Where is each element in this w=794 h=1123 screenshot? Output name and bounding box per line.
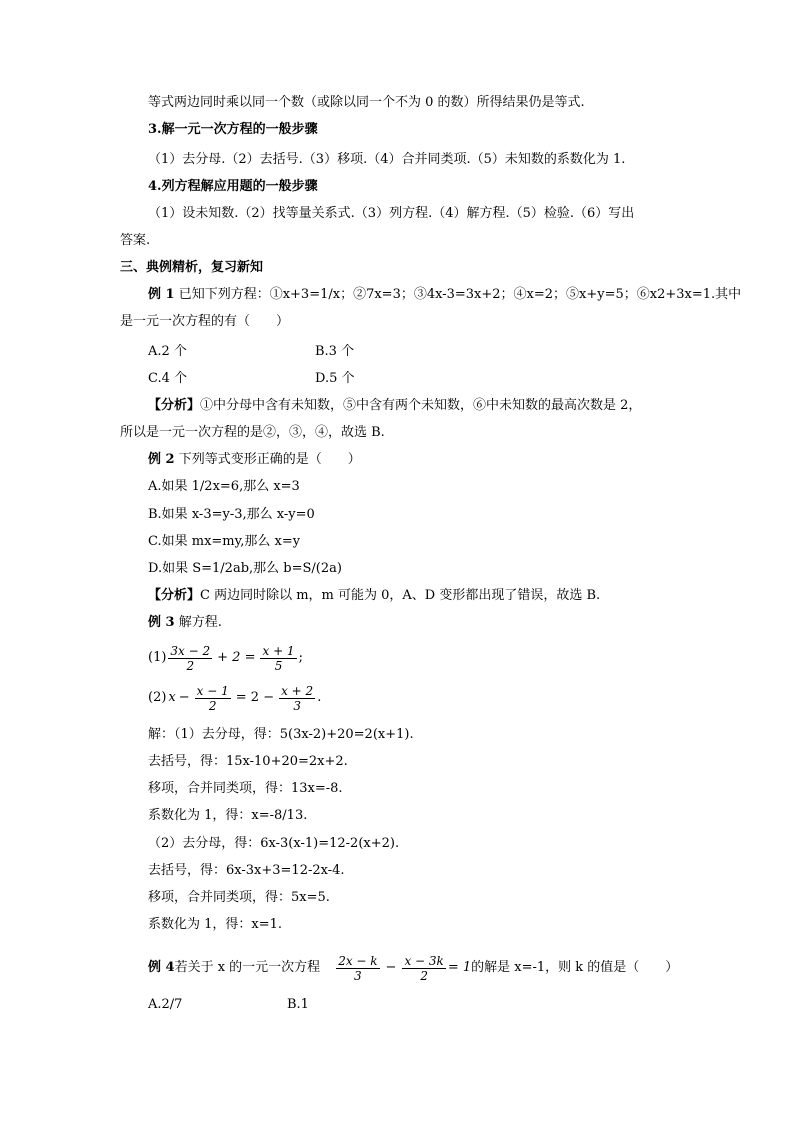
example-1-analysis-cont: 所以是一元一次方程的是②，③，④，故选 B. bbox=[120, 425, 385, 440]
section-heading: 4.列方程解应用题的一般步骤 bbox=[148, 179, 318, 194]
example-2-question bbox=[148, 451, 361, 469]
example-1-question bbox=[148, 286, 741, 304]
fraction-numerator: 3x − 2 bbox=[170, 643, 211, 658]
fraction bbox=[279, 684, 315, 713]
equation-prefix: (1) bbox=[148, 650, 167, 665]
example-label: 例 1 bbox=[148, 287, 175, 302]
text-line: 等式两边同时乘以同一个数（或除以同一个不为 0 的数）所得结果仍是等式. bbox=[148, 95, 585, 110]
equation-operator: − bbox=[178, 690, 190, 705]
fraction bbox=[336, 954, 379, 983]
fraction-numerator: x − 1 bbox=[196, 683, 229, 698]
fraction-numerator: 2x − k bbox=[338, 953, 378, 968]
equation-2 bbox=[148, 680, 321, 716]
option-a: A.如果 1/2x=6,那么 x=3 bbox=[148, 479, 300, 494]
option-b: B.如果 x-3=y-3,那么 x-y=0 bbox=[148, 507, 315, 522]
analysis-text: ①中分母中含有未知数，⑤中含有两个未知数，⑥中未知数的最高次数是 2， bbox=[200, 398, 642, 413]
equation-equals: = 1 bbox=[447, 960, 472, 975]
solution-line: 解：（1）去分母，得：5(3x-2)+20=2(x+1). bbox=[148, 727, 414, 742]
fraction bbox=[195, 684, 231, 713]
solution-line: 系数化为 1，得：x=1. bbox=[148, 917, 283, 932]
fraction-denominator: 2 bbox=[420, 968, 428, 983]
fraction-denominator: 5 bbox=[274, 658, 283, 673]
fraction-denominator: 3 bbox=[293, 698, 301, 713]
example-2-analysis bbox=[148, 587, 600, 605]
fraction-numerator: x + 2 bbox=[281, 683, 314, 698]
fraction-denominator: 2 bbox=[186, 658, 195, 673]
analysis-text: C 两边同时除以 m，m 可能为 0，A、D 变形都出现了错误，故选 B. bbox=[200, 588, 601, 603]
equation-variable: x bbox=[168, 690, 176, 705]
solution-line: 去括号，得：15x-10+20=2x+2. bbox=[148, 754, 348, 769]
equation-suffix: ; bbox=[298, 650, 303, 665]
example-4-question bbox=[148, 948, 678, 988]
example-3-question bbox=[148, 614, 222, 632]
example-label: 例 2 bbox=[148, 452, 175, 467]
option-c: C.4 个 bbox=[148, 371, 188, 386]
equation-suffix: . bbox=[317, 690, 322, 705]
example-text: 解方程. bbox=[174, 615, 222, 630]
solution-line: （2）去分母，得：6x-3(x-1)=12-2(x+2). bbox=[148, 836, 400, 851]
solution-line: 系数化为 1，得：x=-8/13. bbox=[148, 808, 308, 823]
option-d: D.如果 S=1/2ab,那么 b=S/(2a) bbox=[148, 561, 342, 576]
option-d: D.5 个 bbox=[315, 371, 355, 386]
option-a: A.2/7 bbox=[148, 997, 183, 1012]
option-b: B.1 bbox=[287, 997, 309, 1012]
example-1-question-cont: 是一元一次方程的有（ ） bbox=[120, 314, 290, 329]
text-line: （1）设未知数.（2）找等量关系式.（3）列方程.（4）解方程.（5）检验.（6）写出 bbox=[148, 206, 635, 221]
option-a: A.2 个 bbox=[148, 344, 187, 359]
example-label: 例 4 bbox=[148, 960, 175, 975]
example-text-after: 的解是 x=-1，则 k 的值是（ ） bbox=[471, 960, 679, 975]
equation-middle: = 2 − bbox=[235, 690, 275, 705]
text-line: （1）去分母.（2）去括号.（3）移项.（4）合并同类项.（5）未知数的系数化为 1. bbox=[148, 152, 626, 167]
equation-operator: − bbox=[385, 960, 397, 975]
equation-middle: + 2 = bbox=[217, 650, 256, 665]
example-text: 已知下列方程：①x+3=1/x；②7x=3；③4x-3=3x+2；④x=2；⑤x+y=5；⑥x2+3x=1.其中 bbox=[174, 287, 742, 302]
analysis-label: 【分析】 bbox=[148, 398, 201, 413]
example-label: 例 3 bbox=[148, 615, 175, 630]
equation-prefix: (2) bbox=[148, 690, 167, 705]
fraction bbox=[168, 644, 212, 673]
example-text: 下列等式变形正确的是（ ） bbox=[174, 452, 361, 467]
fraction-numerator: x − 3k bbox=[404, 953, 444, 968]
fraction-denominator: 2 bbox=[208, 698, 217, 713]
analysis-label: 【分析】 bbox=[148, 588, 201, 603]
equation-1 bbox=[148, 640, 303, 676]
solution-line: 去括号，得：6x-3x+3=12-2x-4. bbox=[148, 863, 345, 878]
option-b: B.3 个 bbox=[315, 344, 355, 359]
example-text: 若关于 x 的一元一次方程 bbox=[174, 960, 321, 975]
fraction-denominator: 3 bbox=[354, 968, 362, 983]
fraction bbox=[402, 954, 445, 983]
text-line: 答案. bbox=[120, 233, 151, 248]
section-heading: 三、典例精析，复习新知 bbox=[120, 260, 264, 275]
option-c: C.如果 mx=my,那么 x=y bbox=[148, 534, 301, 549]
section-heading: 3.解一元一次方程的一般步骤 bbox=[148, 122, 318, 137]
solution-line: 移项，合并同类项，得：13x=-8. bbox=[148, 781, 343, 796]
solution-line: 移项，合并同类项，得：5x=5. bbox=[148, 890, 330, 905]
example-1-analysis bbox=[148, 397, 641, 415]
fraction bbox=[260, 644, 296, 673]
fraction-numerator: x + 1 bbox=[262, 643, 295, 658]
